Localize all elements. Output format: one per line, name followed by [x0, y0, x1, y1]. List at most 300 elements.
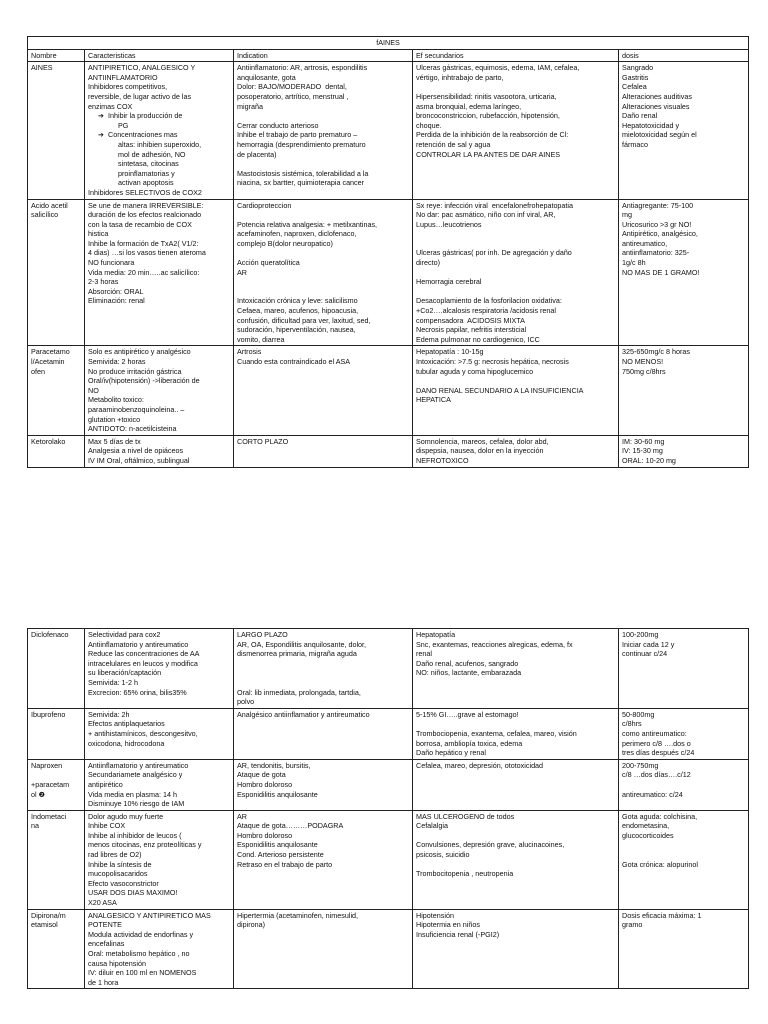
features-cell [85, 759, 234, 810]
cell-line: gramo [622, 920, 643, 930]
cell-line: mucopolisacaridos [88, 869, 148, 879]
cell-line: Metabolito toxico: [88, 395, 144, 405]
cell-line: encefalinas [88, 939, 125, 949]
indication-cell [234, 810, 413, 909]
cell-line [237, 678, 409, 688]
cell-line: Ibuprofeno [31, 709, 66, 719]
cell-line: directo) [416, 258, 440, 268]
cell-line: Insuficiencia renal (-PGI2) [416, 929, 500, 939]
cell-line: su liberación/captación [88, 668, 162, 678]
cell-line: Ataque de gota………PODAGRA [237, 821, 344, 831]
cell-line: Oral: lib inmediata, prolongada, tartdia, [237, 687, 361, 697]
cell-line: Desacoplamiento de la fosforilacion oxidativa: [416, 296, 562, 306]
cell-line: Trombocitopenia , neutropenia [416, 869, 514, 879]
cell-line: Hipotensión [416, 910, 454, 920]
nsaid-table-bottom [27, 628, 749, 989]
side-effects-cell [413, 909, 619, 989]
cell-line: hemorragia (desprendimiento prematuro [237, 139, 366, 149]
cell-line: complejo B(dolor neuropatico) [237, 238, 333, 248]
cell-line: Lupus…leucotrienos [416, 219, 482, 229]
arrow-bullet-icon: ➔ [98, 130, 105, 140]
cell-line: Retraso en el trabajo de parto [237, 859, 333, 869]
cell-line: +Co2….alcalosis respiratoria /acidosis renal [416, 306, 557, 316]
cell-line: posoperatorio, artrítico, menstrual , [237, 91, 349, 101]
features-cell [85, 810, 234, 909]
cell-line: Potencia relativa analgesia: + metilxantinas, [237, 219, 378, 229]
cell-line [31, 770, 81, 780]
cell-line: Hipertermia (acetaminofen, nimesulid, [237, 910, 359, 920]
cell-line: Eliminación: renal [88, 296, 145, 306]
cell-line: DANO RENAL SECUNDARIO A LA INSUFICIENCIA [416, 385, 584, 395]
cell-line: tubular aguda y coma hipoglucemico [416, 366, 534, 376]
cell-line: Cefalea, mareo, depresión, ototoxicidad [416, 760, 544, 770]
cell-line: enzimas COX [88, 101, 133, 111]
cell-line: Semivida: 2 horas [88, 357, 146, 366]
cell-line: Necrosis papilar, nefritis intersticial [416, 325, 527, 335]
cell-line: Oral: metabolismo hepático , no [88, 949, 190, 958]
cell-line: Trombociopenia, exantema, cefalea, mareo, visión [416, 728, 577, 738]
cell-line: Cerrar conducto arterioso [237, 120, 319, 130]
cell-line: asma bronquial, edema laríngeo, [416, 101, 522, 111]
cell-line: antireumatico, [622, 238, 668, 248]
cell-line: Sx reye: infección viral encefalonefrohepatopatia [416, 200, 574, 210]
cell-line: paraaminobenzoquinoleina.. – [88, 404, 185, 414]
table-row [28, 435, 749, 467]
dose-cell [619, 708, 749, 759]
cell-line [416, 229, 615, 239]
indication-cell [234, 909, 413, 989]
cell-line [237, 287, 409, 297]
cell-line: de placenta) [237, 149, 277, 159]
cell-line: IV: diluir en 100 ml en NOMENOS [88, 968, 197, 978]
drug-name-cell [28, 62, 85, 199]
cell-line: NO funcionara [88, 258, 135, 268]
cell-line: Indometaci [31, 811, 67, 821]
cell-line: Daño hepático y renal [416, 748, 486, 758]
cell-line: sudoración, hiperventilación, nausea, [237, 325, 356, 335]
cell-line: Absorción: ORAL [88, 286, 144, 296]
cell-line: NO MENOS! [622, 357, 664, 366]
cell-line: Hepatotoxicidad y [622, 120, 680, 130]
header-name: Nombre [28, 49, 85, 62]
cell-line: Vida media en plasma: 14 h [88, 789, 177, 799]
cell-line [237, 210, 409, 220]
cell-line: Dipirona/m [31, 910, 66, 920]
table-row [28, 62, 749, 199]
cell-line: Cefalea [622, 82, 647, 92]
cell-line: de 1 hora [88, 977, 119, 987]
drug-name-cell [28, 199, 85, 346]
cell-line: Uricosurico >3 gr NO! [622, 219, 692, 229]
cell-line [416, 82, 615, 92]
cell-line: Intoxicación crónica y leve: salicilismo [237, 296, 358, 306]
header-indication: Indication [234, 49, 413, 62]
side-effects-cell [413, 629, 619, 709]
cell-line: sintetasa, citocinas [118, 159, 179, 169]
indication-cell [234, 199, 413, 346]
cell-line: Gota crónica: alopurinol [622, 859, 698, 869]
cell-line: CONTROLAR LA PA ANTES DE DAR AINES [416, 149, 561, 159]
cell-line: Antiinflamatorio: AR, artrosis, espondilitis [237, 63, 368, 73]
cell-line: Cardioproteccion [237, 200, 292, 210]
cell-line: Antipirético, analgésico, [622, 229, 698, 239]
cell-line: vomito, diarrea [237, 334, 285, 344]
cell-line: Ataque de gota [237, 770, 286, 780]
table-row [28, 909, 749, 989]
table-row [28, 708, 749, 759]
cell-line: con la tasa de recambio de COX [88, 219, 192, 229]
cell-line: Diclofenaco [31, 630, 69, 639]
indication-cell [234, 346, 413, 435]
cell-line: NO: niños, lactante, embarazada [416, 668, 522, 678]
cell-line: anquilosante, gota [237, 72, 296, 82]
cell-line: ol ❷ [31, 789, 46, 799]
cell-line: oxicodona, hidrocodona [88, 738, 165, 748]
cell-line: Gastritis [622, 72, 649, 82]
cell-line: como antireumatico: [622, 728, 687, 738]
drug-name-cell [28, 708, 85, 759]
cell-line: Concentraciones mas [108, 130, 178, 140]
cell-line: Acido acetil [31, 200, 68, 210]
cell-line: 2-3 horas [88, 277, 119, 287]
cell-line: Alteraciones visuales [622, 101, 690, 111]
cell-line: Hipotermia en niños [416, 920, 480, 930]
cell-line: glucocorticoides [622, 830, 674, 840]
cell-line: Hombro doloroso [237, 830, 293, 840]
cell-line: Dosis eficacia máxima: 1 [622, 910, 702, 920]
cell-line: Inhibe COX [88, 821, 126, 831]
cell-line: Cond. Arterioso persistente [237, 850, 324, 860]
cell-line: menos citocinas, enz proteolíticas y [88, 840, 202, 850]
header-dose: dosis [619, 49, 749, 62]
cell-line: Vida media: 20 min…..ac salicílico: [88, 267, 200, 277]
cell-line: Cuando esta contraindicado el ASA [237, 357, 351, 366]
cell-line: Hemorragia cerebral [416, 277, 482, 287]
cell-line: Se une de manera IRREVERSIBLE: [88, 200, 204, 210]
cell-line: Daño renal, acufenos, sangrado [416, 658, 519, 668]
cell-line: Inhibe el trabajo de parto prematuro – [237, 130, 358, 140]
cell-line: rad libres de O2) [88, 850, 142, 860]
cell-line: Semivida: 1-2 h [88, 677, 138, 687]
cell-line [416, 239, 615, 249]
cell-line: etamisol [31, 920, 58, 930]
cell-line: antipirético [88, 779, 123, 789]
cell-line: psicosis, suicidio [416, 850, 470, 860]
cell-line: polvo [237, 697, 255, 707]
cell-line: Inhibe la síntesis de [88, 859, 152, 869]
cell-line: c/8hrs [622, 719, 642, 729]
cell-line: AR [237, 811, 247, 821]
cell-line: retención de sal y agua [416, 139, 491, 149]
cell-line: Dolor: BAJO/MODERADO dental, [237, 82, 347, 92]
cell-line: Secundariamete analgésico y [88, 770, 183, 780]
nsaid-table-top [27, 36, 749, 468]
cell-line: Ketorolako [31, 436, 66, 446]
side-effects-cell [413, 435, 619, 467]
page-title: fAINES [28, 37, 749, 50]
side-effects-cell [413, 708, 619, 759]
cell-line: No produce irritación gástrica [88, 366, 182, 376]
cell-line: Modula actividad de endorfinas y [88, 929, 194, 939]
cell-line: Reduce las concentraciones de AA [88, 649, 200, 659]
cell-line: niacina, sx bartter, quimioterapia cancer [237, 178, 365, 188]
cell-line [622, 780, 745, 790]
table-row [28, 629, 749, 709]
cell-line: compensadora ACIDOSIS MIXTA [416, 315, 525, 325]
header-row [28, 49, 749, 62]
cell-line: Edema pulmonar no cardiogenico, ICC [416, 334, 540, 344]
cell-line: continuar c/24 [622, 649, 668, 659]
drug-name-cell [28, 629, 85, 709]
cell-line: mg [622, 210, 632, 220]
dose-cell [619, 435, 749, 467]
cell-line: antireumatico: c/24 [622, 789, 683, 799]
cell-line: Gota aguda: colchisina, [622, 811, 698, 821]
cell-line: Solo es antipirético y analgésico [88, 347, 191, 357]
arrow-bullet-icon: ➔ [98, 111, 105, 121]
cell-line [416, 860, 615, 870]
cell-line: Hipersensibilidad: rinitis vasootora, urticaria, [416, 91, 557, 101]
cell-line: Daño renal [622, 111, 658, 121]
cell-line: broncoconstriccion, rubefacción, hipotensión, [416, 111, 560, 121]
cell-line: glutation +toxico [88, 414, 141, 424]
cell-line: Iniciar cada 12 y [622, 639, 675, 649]
cell-line: tres días después c/24 [622, 748, 695, 758]
cell-line: acefaminofen, naproxen, diclofenaco, [237, 229, 357, 239]
cell-line: Selectividad para cox2 [88, 630, 161, 639]
cell-line: Naproxen [31, 760, 63, 770]
cell-line: Mastocistosis sistémica, tolerabilidad a la [237, 168, 369, 178]
cell-line: NO [88, 385, 99, 395]
cell-line: 5-15% GI…..grave al estomago! [416, 709, 519, 719]
cell-line: 325-650mg/c 8 horas [622, 347, 690, 357]
cell-line [416, 376, 615, 386]
dose-cell [619, 909, 749, 989]
cell-line: ANTIDOTO: n-acetilcisteina [88, 424, 177, 434]
cell-line: salicílico [31, 210, 59, 220]
cell-line: AINES [31, 63, 53, 73]
cell-line: Antiinflamatorio y antireumatico [88, 639, 189, 649]
drug-name-cell [28, 759, 85, 810]
cell-line: Dolor agudo muy fuerte [88, 811, 164, 821]
cell-line: + antihistamínicos, descongesitvo, [88, 728, 198, 738]
cell-line: 50-800mg [622, 709, 655, 719]
cell-line: PG [118, 120, 129, 130]
cell-line: 100-200mg [622, 630, 659, 639]
side-effects-cell [413, 199, 619, 346]
cell-line: LARGO PLAZO [237, 630, 288, 639]
indication-cell [234, 629, 413, 709]
cell-line: 200-750mg [622, 760, 659, 770]
indication-cell [234, 62, 413, 199]
cell-line: 4 dias) …si los vasos tienen ateroma [88, 248, 206, 258]
features-cell [85, 708, 234, 759]
dose-cell [619, 346, 749, 435]
features-cell [85, 629, 234, 709]
indication-cell [234, 759, 413, 810]
features-cell [85, 346, 234, 435]
cell-line: reversible, de lugar activo de las [88, 91, 192, 101]
indication-cell [234, 435, 413, 467]
cell-line: Excrecion: 65% orina, bilis35% [88, 687, 187, 697]
cell-line: Analgesia a nivel de opiáceos [88, 446, 184, 456]
cell-line: NEFROTOXICO [416, 455, 469, 465]
cell-line: perimero c/8 ….dos o [622, 738, 691, 748]
cell-line: Esponidilitis anquilosante [237, 789, 318, 799]
cell-line: ORAL: 10-20 mg [622, 455, 676, 465]
cell-line: endometasina, [622, 821, 670, 831]
cell-line: ANTIPIRETICO, ANALGESICO Y [88, 63, 196, 73]
cell-line: 1g/c 8h [622, 258, 646, 268]
cell-line: Hepatopatía : 10-15g [416, 347, 484, 357]
cell-line: Max 5 días de tx [88, 436, 141, 446]
cell-line: histica [88, 229, 109, 239]
cell-line: Inhibe la formación de TxA2( V1/2: [88, 238, 199, 248]
cell-line: Oral/iv(hipotensión) ->liberación de [88, 376, 200, 386]
cell-line [237, 111, 409, 121]
cell-line [622, 850, 745, 860]
cell-line: Snc, exantemas, reacciones alregicas, edema, fx [416, 639, 573, 649]
cell-line [237, 159, 409, 169]
drug-name-cell [28, 909, 85, 989]
cell-line: Ulceras gástricas, equimosis, edema, IAM, cefalea, [416, 63, 580, 73]
cell-line [237, 668, 409, 678]
cell-line: IM: 30-60 mg [622, 436, 665, 446]
cell-line: activan apoptosis [118, 178, 174, 188]
cell-line [622, 840, 745, 850]
cell-line: mielotoxicidad según el [622, 130, 697, 140]
cell-line: Convulsiones, depresión grave, alucinacoines, [416, 840, 565, 850]
cell-line: Inhibir la producción de [108, 111, 183, 121]
cell-line [237, 248, 409, 258]
cell-line: Inhibe al inhibidor de leucos ( [88, 830, 182, 840]
drug-name-cell [28, 810, 85, 909]
cell-line: AR, tendonitis, bursitis, [237, 760, 311, 770]
cell-line: USAR DOS DIAS MAXIMO! [88, 888, 178, 898]
cell-line: Semivida: 2h [88, 709, 130, 719]
side-effects-cell [413, 759, 619, 810]
cell-line [416, 831, 615, 841]
cell-line: Efectos antiplaquetarios [88, 719, 165, 729]
side-effects-cell [413, 62, 619, 199]
cell-line: Inhibidores competitivos, [88, 82, 168, 92]
cell-line: Acción queratolítica [237, 258, 300, 268]
cell-line: Sangrado [622, 63, 654, 73]
table-row [28, 759, 749, 810]
cell-line: Esponidilitis anquilosante [237, 840, 318, 850]
cell-line: intracelulares en leucos y modifica [88, 658, 198, 668]
cell-line: HEPATICA [416, 395, 451, 405]
cell-line: +paracetam [31, 779, 70, 789]
cell-line: IV IM Oral, oftálmico, sublingual [88, 455, 190, 465]
cell-line: Ulceras gástricas( por inh. De agregación y daño [416, 248, 572, 258]
dose-cell [619, 629, 749, 709]
cell-line: fármaco [622, 139, 648, 149]
cell-line [416, 287, 615, 297]
dose-cell [619, 759, 749, 810]
indication-cell [234, 708, 413, 759]
cell-line [416, 719, 615, 729]
table-row [28, 810, 749, 909]
cell-line: borrosa, ambliopía toxica, edema [416, 738, 523, 748]
cell-line: dipirona) [237, 920, 265, 930]
cell-line: Efecto vasoconstrictor [88, 878, 159, 888]
table-row [28, 346, 749, 435]
cell-line: c/8 …dos días….c/12 [622, 770, 691, 780]
cell-line: Artrosis [237, 347, 262, 357]
header-side-effects: Ef secundarios [413, 49, 619, 62]
cell-line: ANTIINFLAMATORIO [88, 72, 158, 82]
side-effects-cell [413, 810, 619, 909]
cell-line: Perdida de la inhibición de la reabsorción de Cl: [416, 130, 569, 140]
cell-line: dismenorrea primaria, migraña aguda [237, 649, 357, 659]
cell-line: confusión, dificultad para ver, laxitud, sed, [237, 315, 371, 325]
cell-line: Intoxicación: >7.5 g: necrosis hepática, necrosis [416, 357, 569, 366]
cell-line: Paracetamo [31, 347, 70, 357]
cell-line: No dar: pac asmático, niño con inf viral, AR, [416, 210, 556, 220]
cell-line: Somnolencia, mareos, cefalea, dolor abd, [416, 436, 549, 446]
header-features: Caracteristicas [85, 49, 234, 62]
cell-line: Cefalalgia [416, 821, 448, 831]
cell-line: MAS ULCEROGENO de todos [416, 811, 515, 821]
cell-line: Disminuye 10% riesgo de IAM [88, 799, 185, 809]
cell-line: antiinflamatorio: 325- [622, 248, 690, 258]
cell-line: NO MAS DE 1 GRAMO! [622, 267, 700, 277]
features-cell [85, 909, 234, 989]
side-effects-cell [413, 346, 619, 435]
features-cell [85, 62, 234, 199]
cell-line: CORTO PLAZO [237, 436, 289, 446]
cell-line [416, 268, 615, 278]
drug-name-cell [28, 346, 85, 435]
cell-line: X20 ASA [88, 898, 117, 908]
cell-line: ofen [31, 366, 45, 376]
cell-line: altas: inhibien superoxido, [118, 139, 202, 149]
cell-line: IV: 15-30 mg [622, 446, 663, 456]
cell-line: Alteraciones auditivas [622, 91, 692, 101]
cell-line: Analgésico antiinflamatior y antireumatico [237, 709, 370, 719]
dose-cell [619, 62, 749, 199]
cell-line: Antiagregante: 75-100 [622, 200, 694, 210]
table-row [28, 199, 749, 346]
cell-line: Cefaea, mareo, acufenos, hipoacusia, [237, 306, 359, 316]
features-cell [85, 199, 234, 346]
title-row [28, 37, 749, 50]
cell-line: AR [237, 267, 247, 277]
cell-line [237, 659, 409, 669]
cell-line: vértigo, inhtrabajo de parto, [416, 72, 504, 82]
features-cell [85, 435, 234, 467]
cell-line: Antiinflamatorio y antireumatico [88, 760, 189, 770]
cell-line: 750mg c/8hrs [622, 366, 666, 376]
cell-line: ANALGESICO Y ANTIPIRETICO MAS [88, 910, 211, 920]
cell-line [237, 277, 409, 287]
cell-line: mol de adhesión, NO [118, 149, 186, 159]
cell-line: Hepatopatía [416, 630, 456, 639]
dose-cell [619, 199, 749, 346]
drug-name-cell [28, 435, 85, 467]
cell-line: choque. [416, 120, 442, 130]
cell-line: causa hipotensión [88, 958, 146, 968]
cell-line: renal [416, 649, 432, 659]
cell-line: migraña [237, 101, 263, 111]
cell-line: Hombro doloroso [237, 779, 293, 789]
cell-line: AR, OA, Espondilitis anquilosante, dolor, [237, 639, 367, 649]
cell-line: POTENTE [88, 920, 122, 930]
bullet-item [88, 130, 230, 140]
cell-line: duración de los efectos realcionado [88, 210, 202, 220]
cell-line: proinflamatorias y [118, 168, 175, 178]
